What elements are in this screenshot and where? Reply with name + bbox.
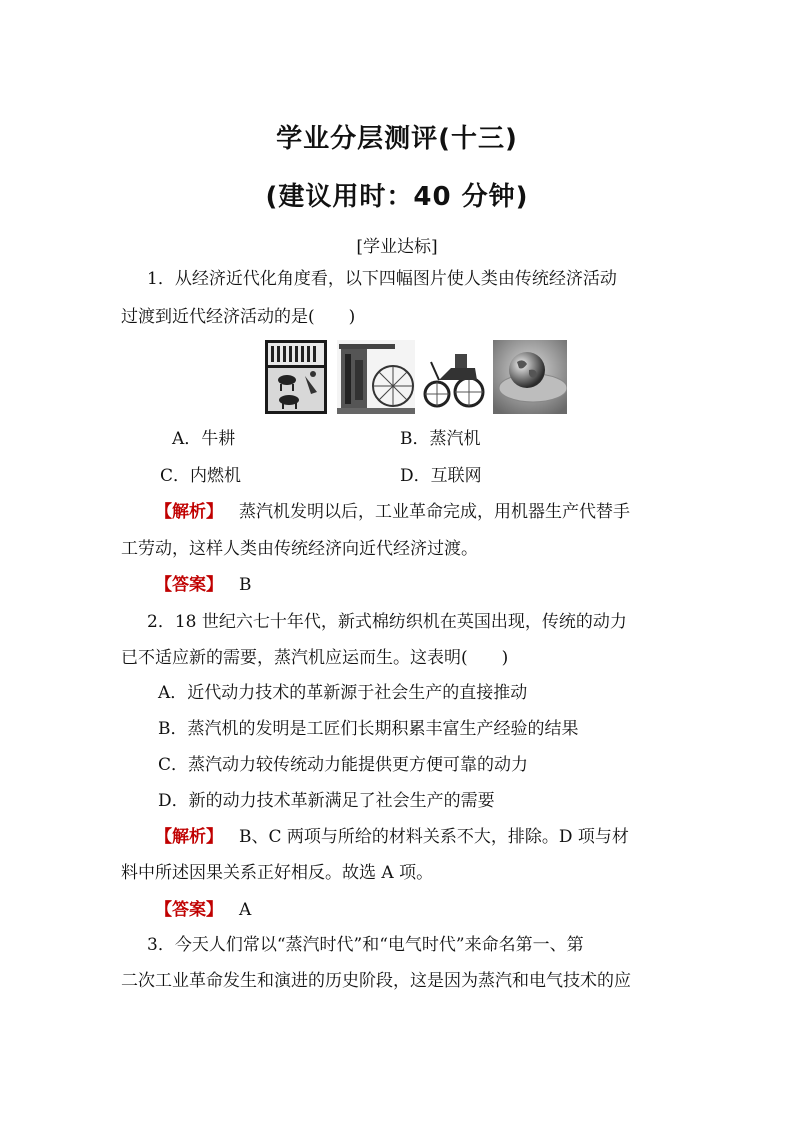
q1-stem-line2: 过渡到近代经济活动的是( )	[121, 307, 356, 327]
motor-car-image	[421, 340, 487, 414]
q1-analysis-tag: 【解析】	[155, 502, 223, 522]
q2-answer-tag: 【答案】	[155, 900, 223, 920]
q1-option-d: D．互联网	[400, 466, 482, 486]
q1-analysis-text1: 蒸汽机发明以后，工业革命完成，用机器生产代替手	[239, 502, 630, 522]
q1-option-a: A．牛耕	[172, 429, 236, 449]
q1-analysis-line1	[155, 501, 630, 523]
section-heading: [学业达标]	[356, 237, 438, 257]
q2-option-c: C．蒸汽动力较传统动力能提供更方便可靠的动力	[158, 755, 529, 775]
q3-stem-line2: 二次工业革命发生和演进的历史阶段，这是因为蒸汽和电气技术的应	[121, 971, 631, 991]
ox-plowing-image	[265, 340, 327, 414]
q2-option-a: A．近代动力技术的革新源于社会生产的直接推动	[158, 683, 528, 703]
page-title: 学业分层测评(十三)	[276, 124, 518, 154]
q1-stem-line1: 1．从经济近代化角度看，以下四幅图片使人类由传统经济活动	[147, 269, 617, 289]
q2-option-d: D．新的动力技术革新满足了社会生产的需要	[158, 791, 495, 811]
q2-analysis-text1: B、C 两项与所给的材料关系不大，排除。D 项与材	[239, 827, 629, 847]
q2-analysis-line1	[155, 826, 629, 848]
q2-analysis-tag: 【解析】	[155, 827, 223, 847]
q2-option-b: B．蒸汽机的发明是工匠们长期积累丰富生产经验的结果	[158, 719, 579, 739]
q1-answer-value: B	[239, 575, 252, 595]
page-subtitle: (建议用时：40 分钟)	[265, 182, 529, 212]
steam-engine-image	[337, 340, 415, 414]
q1-answer-line	[155, 574, 252, 596]
q3-stem-line1: 3．今天人们常以“蒸汽时代”和“电气时代”来命名第一、第	[147, 935, 584, 955]
q2-stem-line2: 已不适应新的需要，蒸汽机应运而生。这表明( )	[121, 648, 509, 668]
q1-option-c: C．内燃机	[160, 466, 242, 486]
q2-analysis-line2: 料中所述因果关系正好相反。故选 A 项。	[121, 863, 434, 883]
globe-internet-image	[493, 340, 567, 414]
q2-stem-line1: 2．18 世纪六七十年代，新式棉纺织机在英国出现，传统的动力	[147, 612, 627, 632]
q2-answer-line	[155, 899, 251, 921]
q1-image-strip	[265, 340, 567, 414]
q1-option-b: B．蒸汽机	[400, 429, 481, 449]
q2-answer-value: A	[239, 900, 252, 920]
q1-analysis-line2: 工劳动，这样人类由传统经济向近代经济过渡。	[121, 539, 478, 559]
q1-answer-tag: 【答案】	[155, 575, 223, 595]
